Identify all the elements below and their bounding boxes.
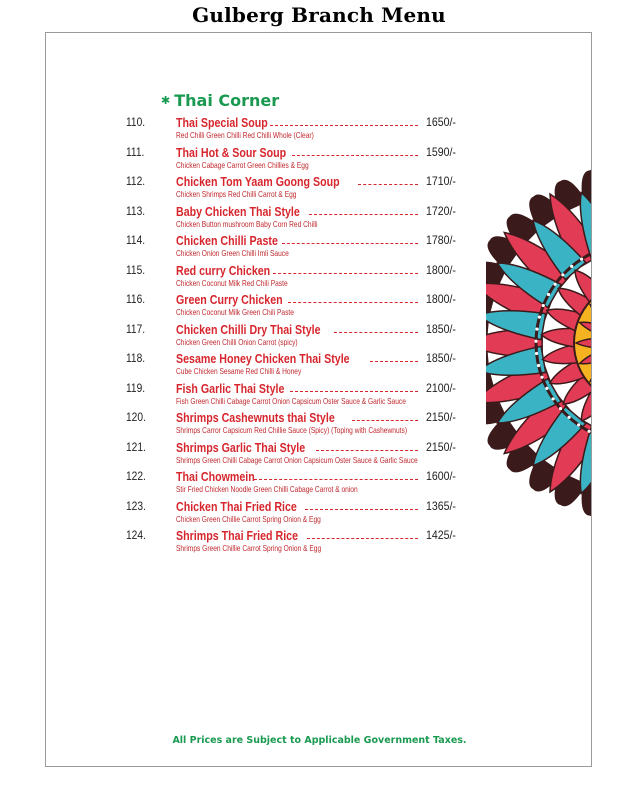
item-leader-dashes: [273, 272, 418, 274]
menu-item: [126, 292, 466, 322]
item-price: 1710/-: [426, 174, 456, 188]
item-description: Shrimps Carror Capsicum Red Chillie Sauce (Spicy) (Toping with Cashewnuts): [176, 425, 408, 435]
item-title-line: [176, 351, 420, 366]
menu-item: [126, 174, 466, 204]
item-name: Shrimps Thai Fried Rice: [176, 528, 299, 543]
item-leader-dashes: [358, 183, 418, 185]
item-title-line: [176, 233, 420, 248]
item-number: 111.: [126, 144, 145, 159]
item-description: Stir Fried Chicken Noodle Green Chilli Cabage Carrot & onion: [176, 484, 358, 494]
item-name: Fish Garlic Thai Style: [176, 380, 285, 396]
item-price: 1800/-: [426, 262, 456, 277]
item-price: 2150/-: [426, 439, 456, 454]
item-name: Green Curry Chicken: [176, 292, 283, 307]
menu-item: [126, 263, 466, 293]
item-number: 117.: [126, 321, 146, 336]
item-leader-dashes: [292, 154, 418, 156]
item-name: Thai Special Soup: [176, 115, 268, 130]
item-title-line: [176, 410, 420, 425]
item-number: 124.: [126, 528, 146, 542]
item-title-line: [176, 204, 420, 219]
item-leader-dashes: [316, 449, 419, 451]
item-name: Shrimps Garlic Thai Style: [176, 439, 306, 455]
item-leader-dashes: [307, 537, 418, 539]
item-title-line: [176, 440, 420, 455]
item-description: Chicken Cabage Carrot Green Chillies & Egg: [176, 159, 309, 170]
item-leader-dashes: [352, 419, 418, 421]
item-description: Fish Green Chilli Cabage Carrot Onion Capsicum Oster Sauce & Garlic Sauce: [176, 395, 406, 406]
item-number: 122.: [126, 469, 146, 483]
item-price: 2100/-: [426, 380, 456, 395]
mandala-decoration: [486, 163, 592, 523]
item-name: Red curry Chicken: [176, 262, 271, 278]
item-leader-dashes: [309, 213, 418, 215]
menu-item: [126, 410, 466, 440]
item-number: 114.: [126, 233, 146, 247]
item-price: 1800/-: [426, 292, 456, 306]
item-leader-dashes: [370, 360, 418, 362]
menu-item: [126, 322, 466, 352]
menu-list: [126, 115, 466, 558]
item-title-line: [176, 174, 420, 189]
item-price: 1850/-: [426, 351, 456, 365]
item-title-line: [176, 322, 420, 337]
item-number: 120.: [126, 410, 146, 424]
item-number: 116.: [126, 292, 146, 306]
item-price: 1590/-: [426, 144, 456, 159]
item-description: Chicken Green Chillie Carrot Spring Onion & Egg: [176, 513, 321, 524]
item-title-line: [176, 499, 420, 514]
item-number: 115.: [126, 262, 146, 277]
footer-note: All Prices are Subject to Applicable Government Taxes.: [172, 735, 467, 746]
menu-item: [126, 204, 466, 234]
item-price: 1850/-: [426, 321, 456, 336]
item-price: 1600/-: [426, 469, 456, 483]
item-title-line: [176, 469, 420, 484]
section-heading: [161, 91, 279, 110]
item-price: 1365/-: [426, 498, 456, 513]
item-description: Shrimps Green Chillie Carrot Spring Onion & Egg: [176, 543, 322, 553]
item-price: 1720/-: [426, 203, 456, 218]
item-price: 1650/-: [426, 115, 456, 129]
item-number: 110.: [126, 115, 146, 129]
item-number: 112.: [126, 174, 146, 188]
item-leader-dashes: [305, 508, 418, 510]
item-leader-dashes: [270, 124, 418, 126]
item-leader-dashes: [282, 242, 418, 244]
item-description: Chicken Coconut Milk Green Chili Paste: [176, 307, 294, 317]
section-heading-text: Thai Corner: [174, 91, 280, 110]
menu-item: [126, 440, 466, 470]
menu-item: [126, 115, 466, 145]
menu-item: [126, 469, 466, 499]
item-title-line: [176, 145, 420, 160]
item-description: Chicken Coconut Milk Red Chili Paste: [176, 277, 288, 288]
item-leader-dashes: [334, 331, 418, 333]
page-title: Gulberg Branch Menu: [192, 3, 446, 27]
item-leader-dashes: [254, 478, 418, 480]
item-description: Chicken Button mushroom Baby Corn Red Chilli: [176, 218, 318, 229]
menu-item: [126, 145, 466, 175]
item-number: 123.: [126, 498, 146, 513]
item-price: 1780/-: [426, 233, 456, 247]
star-icon: ✱: [161, 94, 171, 107]
item-leader-dashes: [288, 301, 418, 303]
item-description: Chicken Green Chilli Onion Carrot (spicy): [176, 336, 298, 347]
menu-item: [126, 381, 466, 411]
menu-item: [126, 528, 466, 558]
item-number: 121.: [126, 439, 146, 454]
item-price: 2150/-: [426, 410, 456, 424]
item-name: Chicken Chilli Paste: [176, 233, 278, 248]
item-name: Thai Chowmein: [176, 469, 255, 484]
item-title-line: [176, 292, 420, 307]
menu-item: [126, 233, 466, 263]
item-price: 1425/-: [426, 528, 456, 542]
item-title-line: [176, 528, 420, 543]
item-name: Chicken Tom Yaam Goong Soup: [176, 174, 340, 189]
menu-item: [126, 351, 466, 381]
menu-page: [45, 32, 592, 767]
item-title-line: [176, 263, 420, 278]
item-name: Shrimps Cashewnuts thai Style: [176, 410, 335, 425]
item-name: Chicken Thai Fried Rice: [176, 498, 297, 514]
menu-item: [126, 499, 466, 529]
item-description: Chicken Onion Green Chilli Imli Sauce: [176, 248, 289, 258]
item-name: Chicken Chilli Dry Thai Style: [176, 321, 321, 337]
item-name: Baby Chicken Thai Style: [176, 203, 300, 219]
item-description: Chicken Shrimps Red Chilli Carrot & Egg: [176, 189, 297, 199]
item-title-line: [176, 381, 420, 396]
item-leader-dashes: [290, 390, 418, 392]
item-number: 119.: [126, 380, 146, 395]
item-description: Shrimps Green Chilli Cabage Carrot Onion Capsicum Oster Sauce & Garlic Sauce: [176, 454, 418, 465]
item-number: 113.: [126, 203, 146, 218]
item-name: Sesame Honey Chicken Thai Style: [176, 351, 350, 366]
item-description: Red Chilli Green Chilli Red Chilli Whole (Clear): [176, 130, 314, 140]
item-number: 118.: [126, 351, 146, 365]
item-name: Thai Hot & Sour Soup: [176, 144, 287, 160]
item-description: Cube Chicken Sesame Red Chilli & Honey: [176, 366, 302, 376]
item-title-line: [176, 115, 420, 130]
